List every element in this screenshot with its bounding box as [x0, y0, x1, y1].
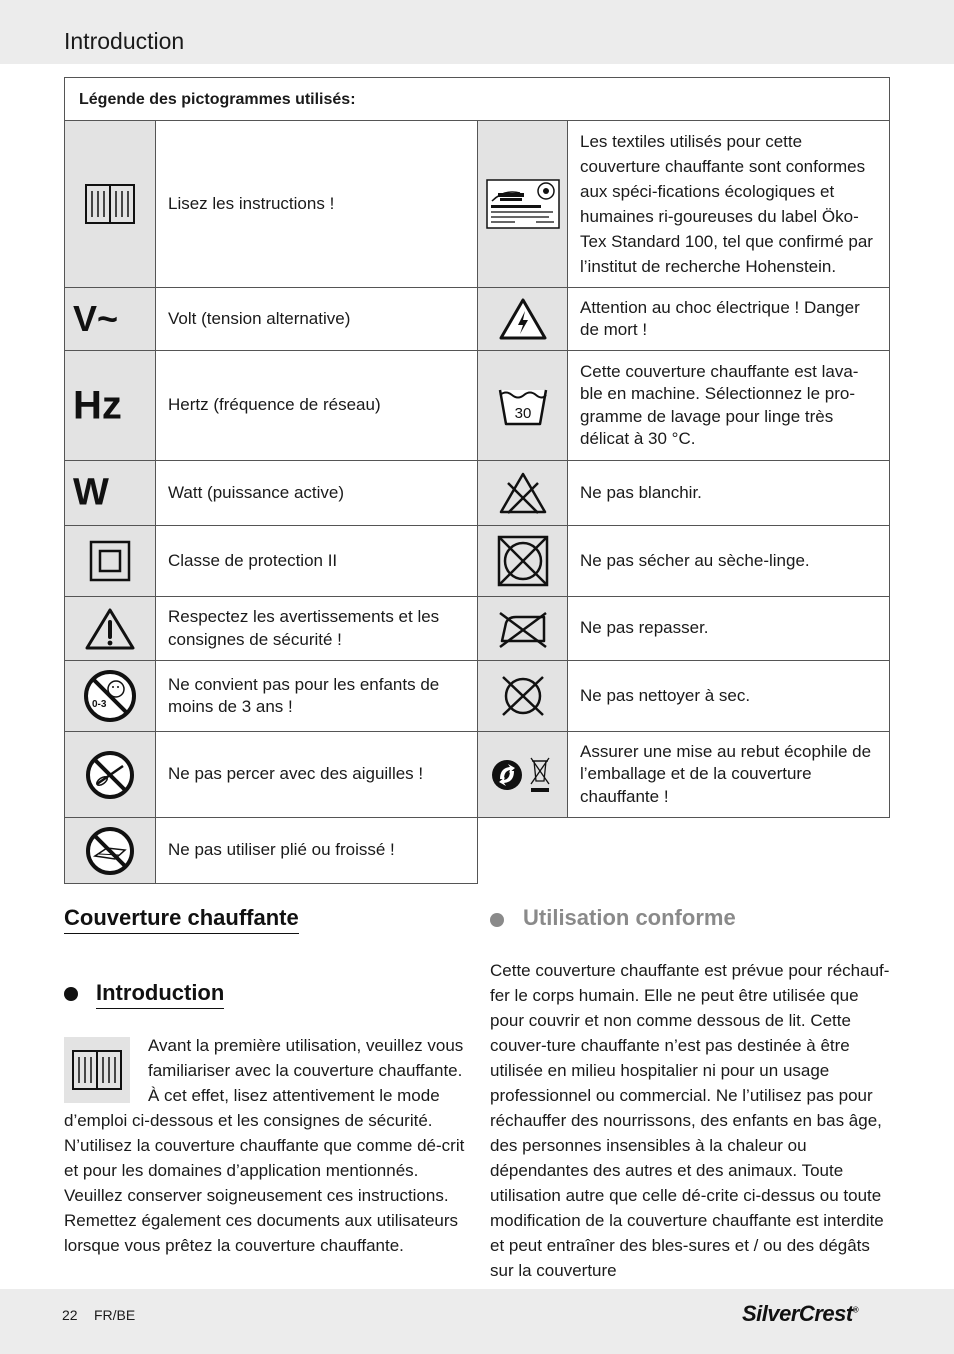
legend-icon-cell — [64, 817, 156, 884]
legend-text-cell — [567, 287, 890, 351]
intro-book-icon-box — [64, 1037, 130, 1103]
legend-icon-cell — [64, 525, 156, 597]
legend-icon-cell — [477, 525, 568, 597]
volt-symbol — [73, 298, 118, 340]
warning-icon — [84, 607, 136, 651]
no-dry-clean-icon — [497, 674, 549, 718]
page-header — [0, 0, 954, 64]
legend-icon-cell — [477, 350, 568, 461]
intro-paragraph-start: Avant la première utilisation, veuillez vous familiariser avec la couverture chauffante. À cet effet, lisez attentivement le mode — [148, 1036, 464, 1105]
bullet-icon — [490, 913, 504, 927]
book-icon — [84, 183, 136, 225]
bullet-icon — [64, 987, 78, 1001]
age-badge-text: 0-3 — [92, 699, 107, 710]
legend-text: Classe de protection II — [168, 550, 338, 570]
legend-text-cell — [567, 525, 890, 597]
legend-text-cell — [567, 731, 890, 818]
page-title: Introduction — [64, 28, 185, 54]
brand-registered-mark: ® — [852, 1305, 859, 1315]
legend-text-cell — [155, 350, 478, 461]
legend-icon-cell — [64, 460, 156, 526]
legend-icon-cell — [477, 460, 568, 526]
legend-text-cell — [567, 596, 890, 661]
legend-text: Lisez les instructions ! — [168, 193, 335, 213]
protection-class-icon — [89, 540, 131, 582]
no-fold-icon — [85, 826, 135, 876]
legend-text-cell — [567, 350, 890, 461]
legend-text-cell — [155, 660, 478, 732]
no-needles-icon — [85, 750, 135, 800]
legend-text-cell — [155, 731, 478, 818]
language-code: FR/BE — [94, 1307, 136, 1323]
legend-text: Ne pas sécher au sèche-linge. — [580, 550, 810, 570]
legend-text: Respectez les avertissements et les consignes de sécurité ! — [168, 607, 440, 649]
legend-text-cell — [567, 660, 890, 732]
legend-icon-cell — [477, 731, 568, 818]
volt-symbol-text: V~ — [73, 298, 119, 339]
not-for-children-icon — [83, 669, 137, 723]
legend-icon-cell — [64, 660, 156, 732]
legend-text: Ne pas blanchir. — [580, 482, 702, 502]
legend-icon-cell — [477, 660, 568, 732]
brand-name: SilverCrest — [742, 1301, 853, 1326]
intro-paragraph-continued: d’emploi ci-dessous et les consignes de sécurité. N’utilisez la couverture chauffante que comme dé-crit et pour les domaines d’application mentionnés. Veuillez conserver soigneusement ces instructions. Remettez également ces documents aux utilisateurs lorsque vous prêtez la couverture chauffante. — [64, 1111, 465, 1255]
legend-text-cell — [155, 525, 478, 597]
legend-text-cell — [567, 460, 890, 526]
legend-icon-cell — [477, 120, 568, 288]
wash-temp-text: 30 — [514, 404, 531, 422]
no-iron-icon — [496, 609, 550, 649]
legend-text: Hertz (fréquence de réseau) — [168, 395, 381, 415]
watt-symbol — [73, 472, 109, 515]
legend-text: Ne pas repasser. — [580, 618, 709, 638]
legend-icon-cell — [64, 731, 156, 818]
brand-logo — [742, 1301, 858, 1327]
oeko-tex-label-icon — [486, 179, 560, 229]
recycling-icon — [490, 755, 556, 795]
legend-title: Légende des pictogrammes utilisés: — [79, 91, 356, 108]
hertz-symbol-text: Hz — [73, 383, 122, 427]
legend-text: Ne pas percer avec des aiguilles ! — [168, 764, 424, 784]
legend-header — [64, 77, 890, 120]
legend-text: Ne pas nettoyer à sec. — [580, 685, 751, 705]
electric-shock-icon — [498, 297, 548, 341]
legend-text: Volt (tension alternative) — [168, 308, 351, 328]
legend-icon-cell — [64, 350, 156, 461]
legend-text-cell — [567, 120, 890, 288]
legend-text-cell — [155, 596, 478, 661]
legend-icon-cell — [64, 596, 156, 661]
legend-text: Attention au choc électrique ! Danger de mort ! — [580, 297, 860, 339]
wash-30-icon — [497, 384, 549, 428]
legend-text: Cette couverture chauffante est lava-ble en machine. Sélectionnez le pro-gramme de lavage pour linge très délicat à 30 °C. — [580, 361, 859, 448]
section-title-couverture: Couverture chauffante — [64, 905, 299, 934]
legend-text: Watt (puissance active) — [168, 482, 345, 502]
section-title-introduction: Introduction — [96, 980, 224, 1009]
legend-icon-cell — [64, 120, 156, 288]
no-bleach-icon — [498, 471, 548, 515]
page-footer — [0, 1289, 954, 1354]
watt-symbol-text: W — [73, 471, 109, 514]
legend-text: Ne convient pas pour les enfants de moins de 3 ans ! — [168, 674, 440, 716]
no-tumble-dry-icon — [497, 535, 549, 587]
page-number: 22 — [62, 1307, 78, 1323]
hertz-symbol — [73, 383, 122, 428]
legend-text-cell — [155, 120, 478, 288]
legend-text: Assurer une mise au rebut écophile de l’emballage et de la couverture chauffante ! — [580, 741, 872, 806]
utilisation-paragraph: Cette couverture chauffante est prévue pour réchauf-fer le corps humain. Elle ne peut être utilisée que pour couvrir et non comme dessous de lit. Cette couver-ture chauffante n’est pas destinée à être utilisée en milieu hospitalier ni pour un usage professionnel ou commercial. Ne l’utilisez pas pour réchauffer des nourrissons, des enfants en bas âge, des personnes insensibles à la chaleur ou dépendantes des autres et des animaux. Toute utilisation autre que celle dé-crite ci-dessus ou toute modification de la couverture chauffante est interdite et peut entraîner des bles-sures et / ou des dégâts sur la couverture — [490, 961, 890, 1280]
legend-text-cell — [155, 287, 478, 351]
legend-icon-cell — [64, 287, 156, 351]
legend-icon-cell — [477, 287, 568, 351]
legend-text: Les textiles utilisés pour cette couverture chauffante sont conformes aux spéci-fications écologiques et humaines ri-goureuses du label Öko-Tex Standard 100, tel que confirmé par l’institut de recherche Hohenstein. — [580, 132, 873, 276]
section-title-utilisation: Utilisation conforme — [523, 905, 736, 930]
legend-text-cell — [155, 460, 478, 526]
legend-icon-cell — [477, 596, 568, 661]
legend-text-cell — [155, 817, 478, 884]
legend-text: Ne pas utiliser plié ou froissé ! — [168, 840, 395, 860]
book-icon — [71, 1049, 123, 1091]
